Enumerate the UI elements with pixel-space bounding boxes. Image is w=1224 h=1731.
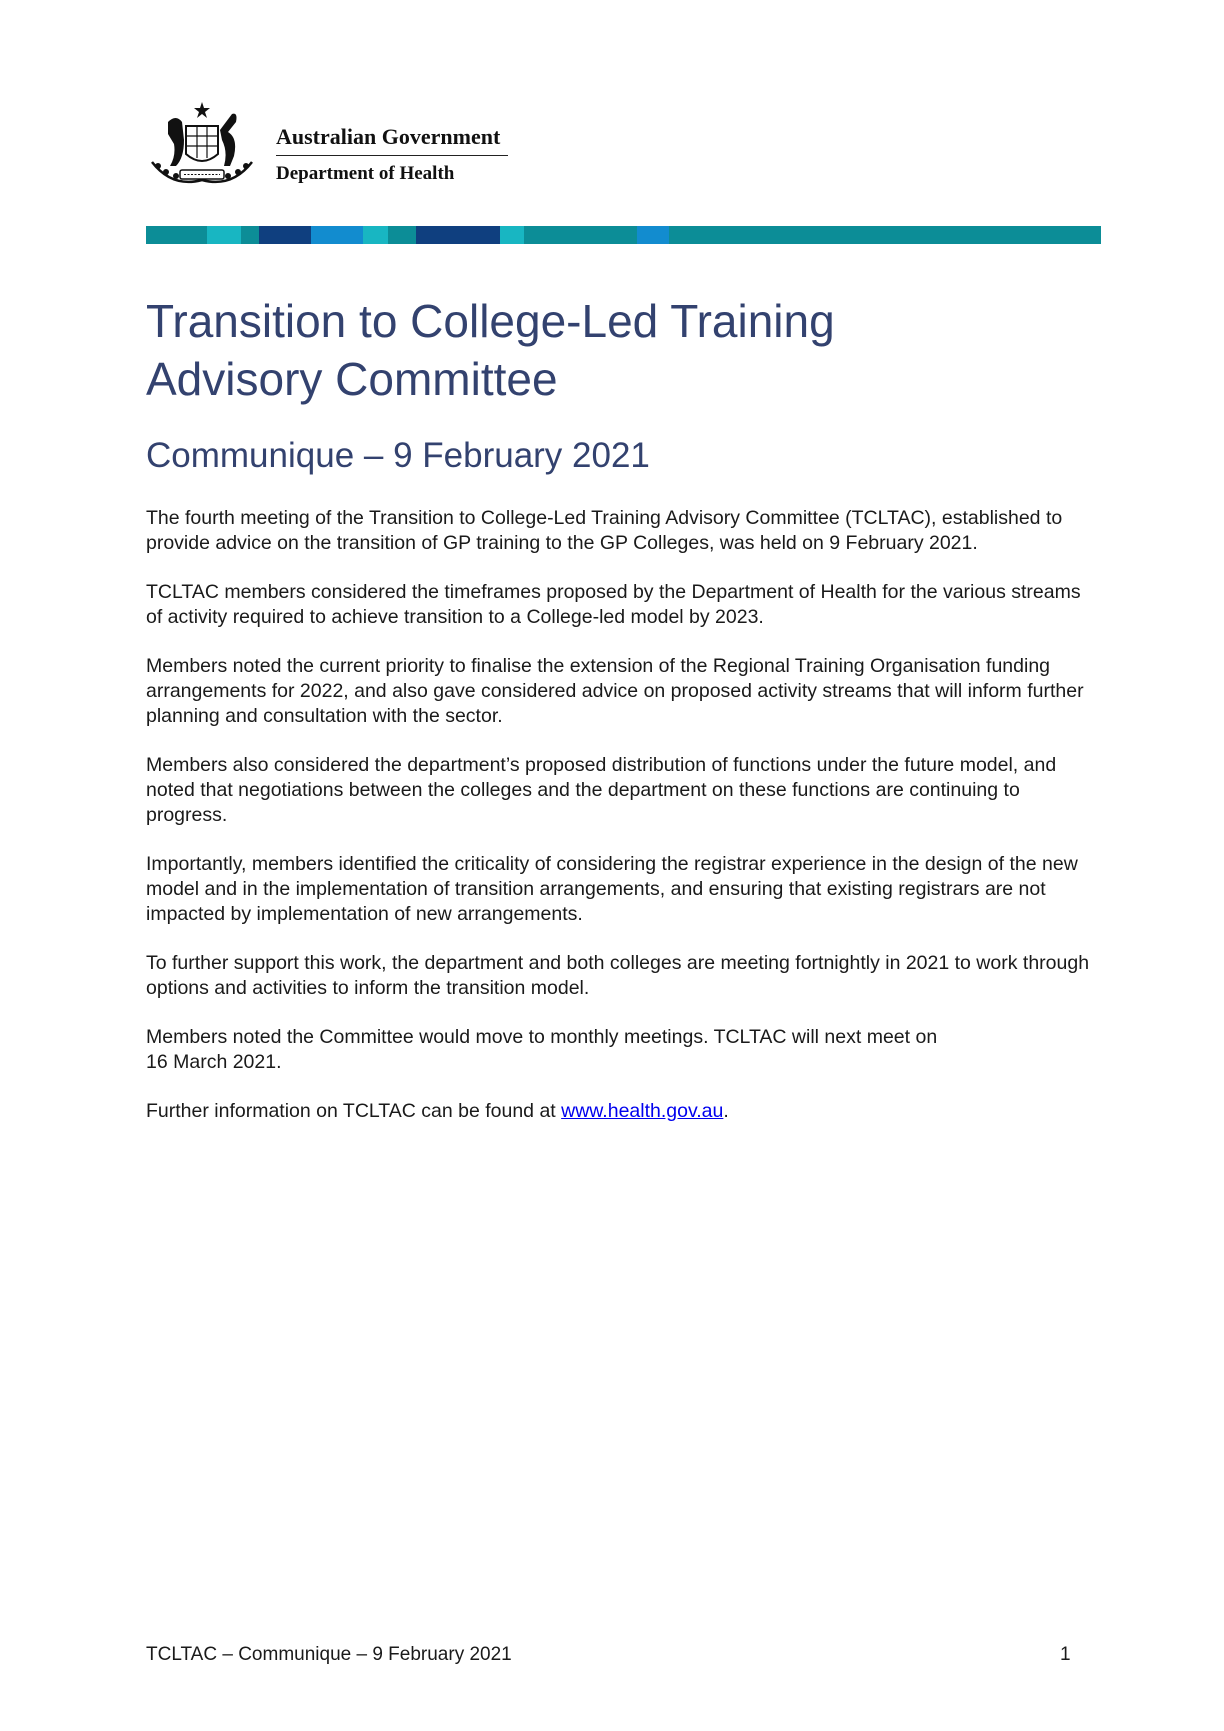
body-paragraph: The fourth meeting of the Transition to College-Led Training Advisory Committee (TCLTAC), established to provide advice on the transition of GP training to the GP Colleges, was held on 9 February 2021. xyxy=(146,507,1063,554)
stripe-segment xyxy=(524,226,637,244)
stripe-segment xyxy=(388,226,416,244)
body-paragraph: Members also considered the department’s proposed distribution of functions under the future model, and noted that negotiations between the colleges and the department on these functions are continuing to progress. xyxy=(146,754,1057,826)
title-line: Transition to College-Led Training xyxy=(146,295,835,347)
agency-branding xyxy=(276,124,508,186)
document-body xyxy=(146,506,1091,1148)
stripe-segment xyxy=(416,226,500,244)
further-info-suffix: . xyxy=(723,1100,729,1122)
body-paragraph: Importantly, members identified the criticality of considering the registrar experience in the design of the new model and in the implementation of transition arrangements, and ensuring that existing registrars are not impacted by implementation of new arrangements. xyxy=(146,853,1078,925)
further-info-paragraph xyxy=(146,1099,1091,1124)
next-meeting-paragraph xyxy=(146,1025,1091,1075)
stripe-segment xyxy=(259,226,311,244)
next-meeting-date: 16 March 2021. xyxy=(146,1051,282,1073)
stripe-segment xyxy=(311,226,363,244)
stripe-segment xyxy=(146,226,207,244)
branding-divider xyxy=(276,155,508,156)
department-name: Department of Health xyxy=(276,163,455,184)
title-line: Advisory Committee xyxy=(146,353,558,405)
stripe-segment xyxy=(241,226,259,244)
health-website-link[interactable]: www.health.gov.au xyxy=(561,1100,724,1122)
stripe-segment xyxy=(207,226,241,244)
body-paragraph: TCLTAC members considered the timeframes proposed by the Department of Health for the various streams of activity required to achieve transition to a College-led model by 2023. xyxy=(146,581,1081,628)
coat-of-arms-icon xyxy=(146,100,258,192)
page-title xyxy=(146,292,1106,408)
stripe-segment xyxy=(637,226,669,244)
footer-title: TCLTAC – Communique – 9 February 2021 xyxy=(146,1644,512,1665)
header-color-stripe xyxy=(146,226,1101,244)
page-subtitle: Communique – 9 February 2021 xyxy=(146,436,650,475)
stripe-segment xyxy=(500,226,524,244)
body-paragraph: Members noted the current priority to finalise the extension of the Regional Training Organisation funding arrangements for 2022, and also gave considered advice on proposed activity streams that will inform further planning and consultation with the sector. xyxy=(146,655,1084,727)
stripe-segment xyxy=(363,226,388,244)
next-meeting-text: Members noted the Committee would move to monthly meetings. TCLTAC will next meet on xyxy=(146,1026,938,1048)
page-number: 1 xyxy=(1060,1644,1071,1665)
body-paragraph: To further support this work, the department and both colleges are meeting fortnightly in 2021 to work through options and activities to inform the transition model. xyxy=(146,952,1090,999)
further-info-text: Further information on TCLTAC can be found at xyxy=(146,1100,562,1122)
government-name: Australian Government xyxy=(276,124,501,149)
stripe-segment xyxy=(669,226,1101,244)
